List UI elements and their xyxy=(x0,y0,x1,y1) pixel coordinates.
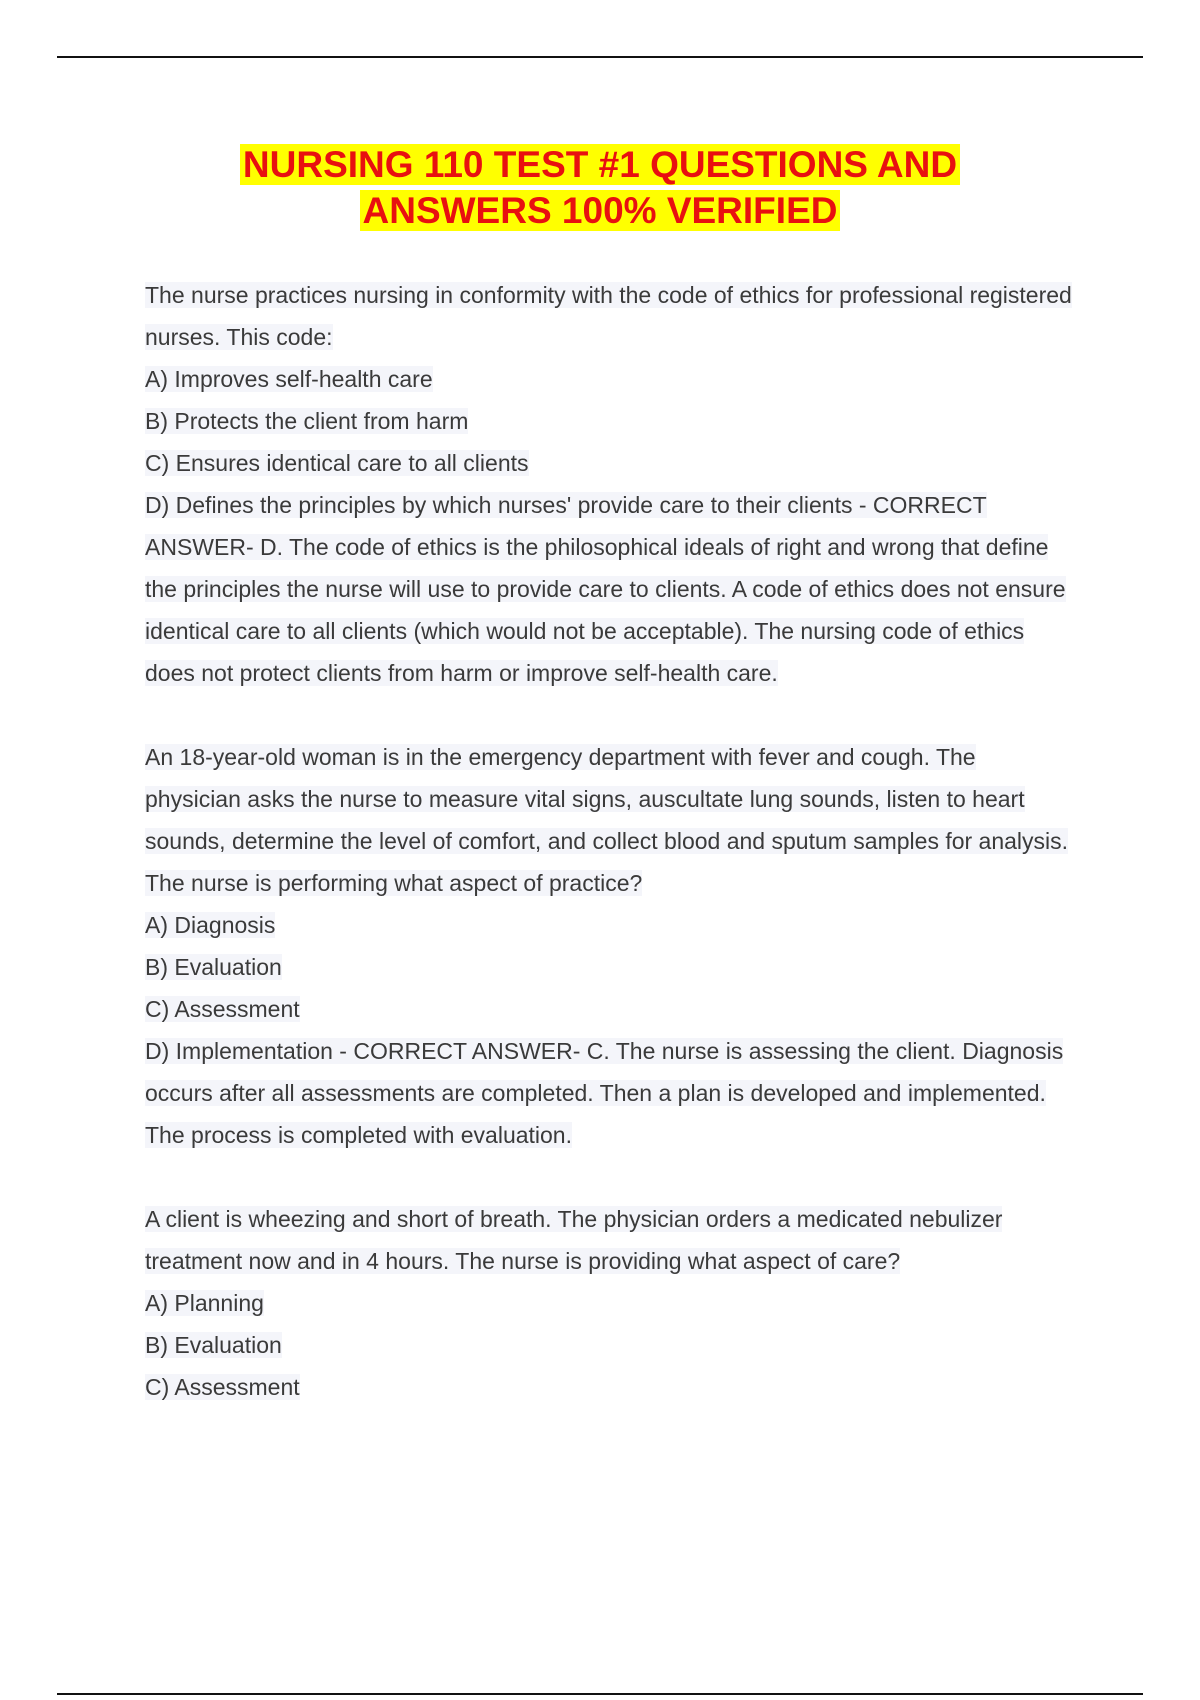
question-block xyxy=(145,1198,1075,1408)
top-rule xyxy=(57,56,1143,58)
title-line-1: NURSING 110 TEST #1 QUESTIONS AND xyxy=(240,144,960,185)
bottom-rule xyxy=(57,1693,1143,1695)
title-line-2: ANSWERS 100% VERIFIED xyxy=(360,190,841,231)
answer-option: A) Diagnosis xyxy=(145,912,276,938)
question-block xyxy=(145,736,1075,1156)
question-stem: The nurse practices nursing in conformity with the code of ethics for professional registered nurses. This code: xyxy=(145,282,1072,350)
question-block xyxy=(145,274,1075,694)
page-title xyxy=(0,142,1200,234)
answer-option: B) Protects the client from harm xyxy=(145,408,469,434)
answer-explanation: D) Implementation - CORRECT ANSWER- C. The nurse is assessing the client. Diagnosis occurs after all assessments are completed. Then a plan is developed and implemented. The process is completed with evaluation. xyxy=(145,1038,1064,1148)
answer-option: A) Planning xyxy=(145,1290,264,1316)
question-stem: A client is wheezing and short of breath. The physician orders a medicated nebulizer treatment now and in 4 hours. The nurse is providing what aspect of care? xyxy=(145,1206,1003,1274)
answer-option: C) Assessment xyxy=(145,1374,300,1400)
question-stem: An 18-year-old woman is in the emergency department with fever and cough. The physician asks the nurse to measure vital signs, auscultate lung sounds, listen to heart sounds, determine the level of comfort, and collect blood and sputum samples for analysis. The nurse is performing what aspect of practice? xyxy=(145,744,1069,896)
answer-option: A) Improves self-health care xyxy=(145,366,433,392)
answer-option: C) Ensures identical care to all clients xyxy=(145,450,529,476)
answer-explanation: D) Defines the principles by which nurses' provide care to their clients - CORRECT ANSWER- D. The code of ethics is the philosophical ideals of right and wrong that define the principles the nurse will use to provide care to clients. A code of ethics does not ensure identical care to all clients (which would not be acceptable). The nursing code of ethics does not protect clients from harm or improve self-health care. xyxy=(145,492,1066,686)
document-body xyxy=(145,274,1075,1450)
answer-option: B) Evaluation xyxy=(145,1332,282,1358)
answer-option: C) Assessment xyxy=(145,996,300,1022)
answer-option: B) Evaluation xyxy=(145,954,282,980)
